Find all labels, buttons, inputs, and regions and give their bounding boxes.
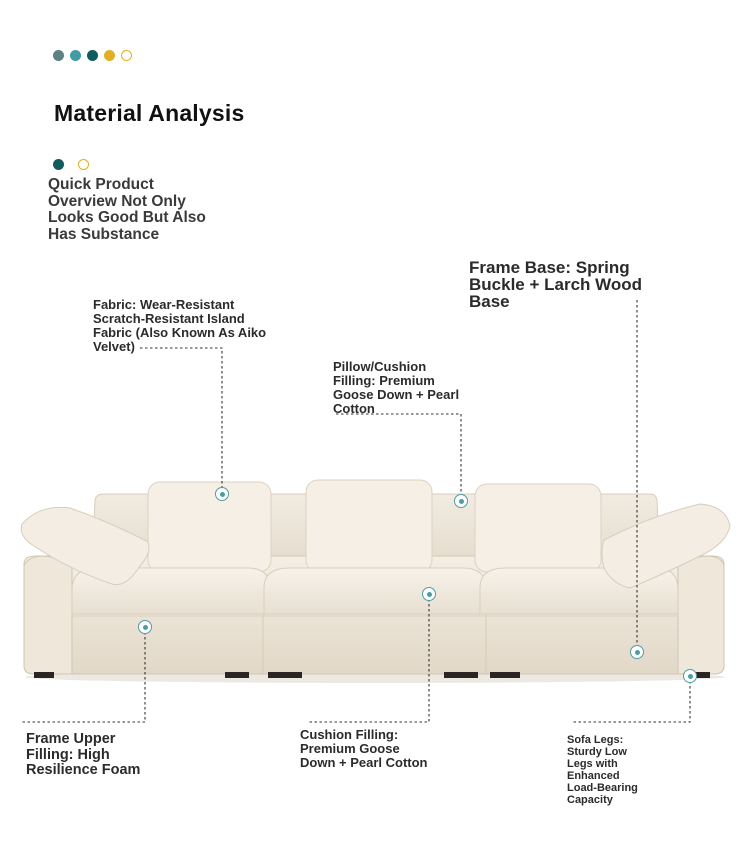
marker-frame-upper[interactable] (138, 620, 152, 634)
callout-cushion (300, 728, 460, 770)
callout-line: Sturdy Low (567, 746, 627, 758)
callout-frame-base (469, 259, 669, 310)
callout-line: Premium Goose (300, 741, 400, 756)
callout-legs (567, 734, 677, 806)
callout-line: Scratch-Resistant Island (93, 311, 245, 326)
callout-line: Fabric (Also Known As Aiko (93, 325, 267, 340)
callout-line: Base (469, 292, 510, 311)
intro-line: Quick Product (48, 176, 154, 193)
callout-line: Cotton (333, 401, 375, 416)
marker-legs[interactable] (683, 669, 697, 683)
callout-line: Frame Base: Spring (469, 258, 630, 277)
callout-line: Velvet) (93, 339, 135, 354)
callout-line: Legs with (567, 758, 618, 770)
callout-fabric (93, 298, 293, 354)
callout-line: Capacity (567, 794, 613, 806)
callout-line: Buckle + Larch Wood (469, 275, 643, 294)
callout-line: Enhanced (567, 770, 620, 782)
marker-frame-base[interactable] (630, 645, 644, 659)
intro-line: Looks Good But Also (48, 209, 206, 226)
marker-cushion[interactable] (422, 587, 436, 601)
callout-line: Filling: Premium (333, 373, 435, 388)
page-title: Material Analysis (54, 100, 245, 126)
callout-line: Sofa Legs: (567, 734, 624, 746)
intro-line: Overview Not Only (48, 192, 186, 210)
marker-pillow[interactable] (454, 494, 468, 508)
callout-line: Cushion Filling: (300, 727, 399, 742)
callout-line: Resilience Foam (26, 762, 141, 778)
callout-line: Filling: High (26, 746, 110, 763)
callout-line: Fabric: Wear-Resistant (93, 297, 235, 312)
intro-line: Has Substance (48, 225, 160, 243)
callout-line: Load-Bearing (567, 782, 638, 794)
callout-pillow (333, 360, 483, 416)
marker-fabric[interactable] (215, 487, 229, 501)
callout-line: Pillow/Cushion (333, 359, 427, 374)
callout-line: Down + Pearl Cotton (300, 755, 428, 770)
callout-line: Frame Upper (26, 731, 116, 747)
callout-line: Goose Down + Pearl (333, 387, 460, 402)
callout-frame-upper (26, 732, 176, 779)
